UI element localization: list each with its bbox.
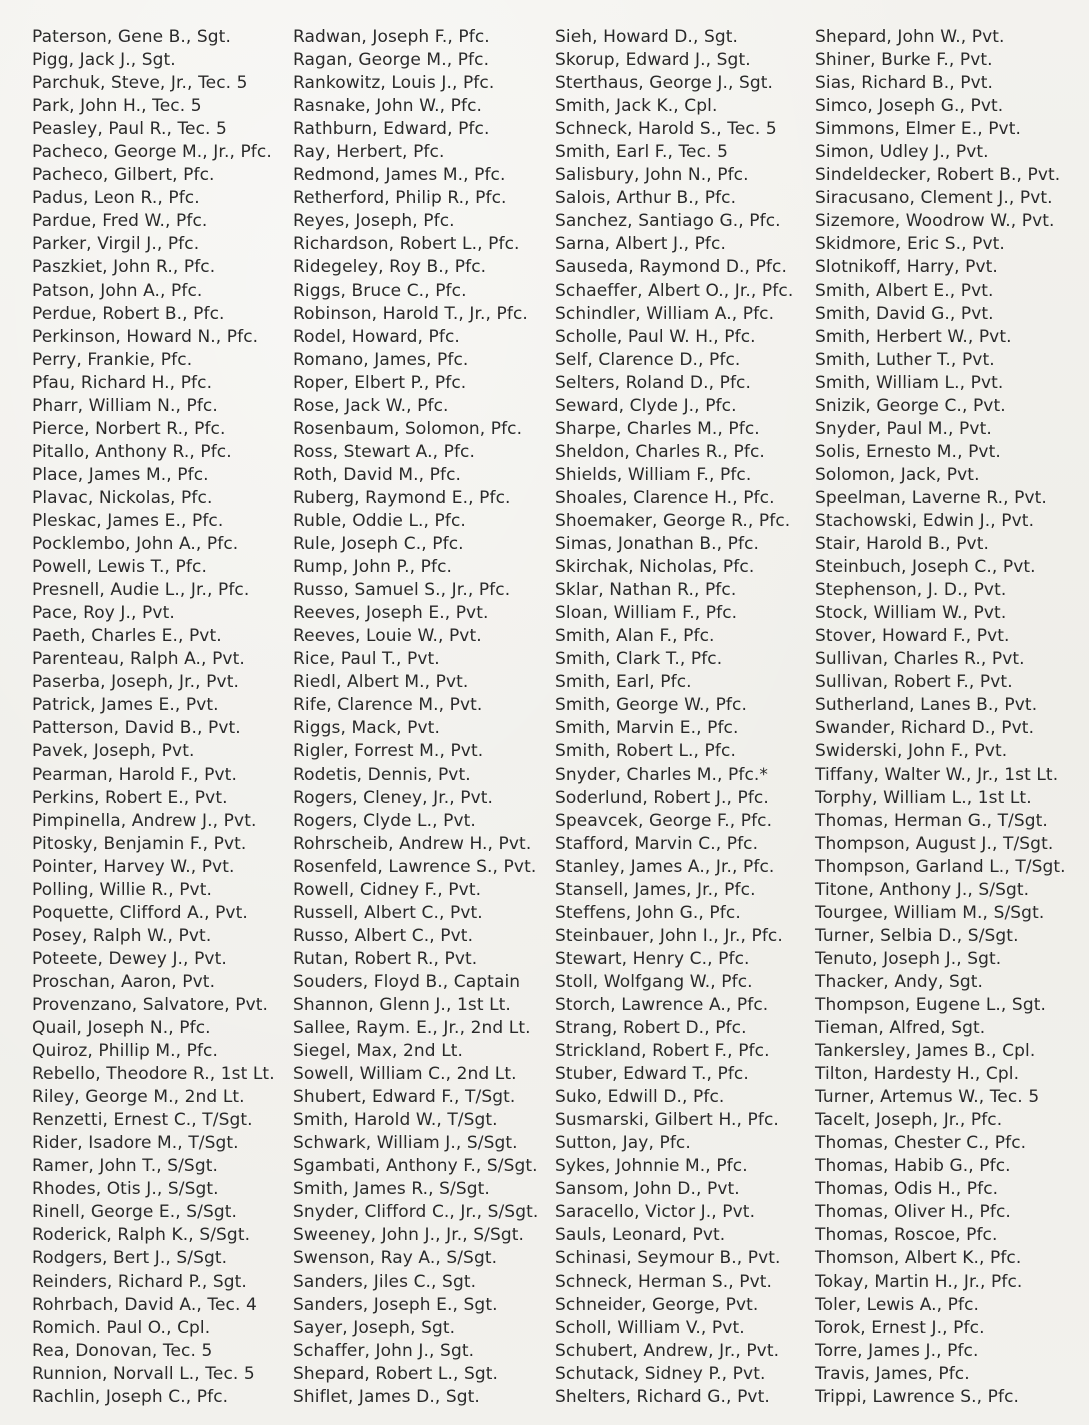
roster-entry: Schneck, Harold S., Tec. 5 xyxy=(555,119,777,140)
roster-entry: Sauls, Leonard, Pvt. xyxy=(555,1225,726,1246)
roster-entry: Stoll, Wolfgang W., Pfc. xyxy=(555,971,753,992)
roster-entry: Selters, Roland D., Pfc. xyxy=(555,372,751,393)
roster-entry: Swiderski, John F., Pvt. xyxy=(815,741,1008,762)
roster-column-2 xyxy=(293,26,538,1409)
roster-entry: Pleskac, James E., Pfc. xyxy=(32,510,224,531)
roster-entry: Stansell, James, Jr., Pfc. xyxy=(555,879,756,900)
roster-entry: Sheldon, Charles R., Pfc. xyxy=(555,441,765,462)
roster-entry: Place, James M., Pfc. xyxy=(32,464,209,485)
roster-entry: Sias, Richard B., Pvt. xyxy=(815,73,994,94)
roster-entry: Thomson, Albert K., Pfc. xyxy=(815,1248,1022,1269)
roster-entry: Swenson, Ray A., S/Sgt. xyxy=(293,1248,498,1269)
roster-entry: Thomas, Odis H., Pfc. xyxy=(815,1179,999,1200)
roster-entry: Sizemore, Woodrow W., Pvt. xyxy=(815,211,1055,232)
roster-entry: Parenteau, Ralph A., Pvt. xyxy=(32,649,245,670)
roster-entry: Poteete, Dewey J., Pvt. xyxy=(32,948,227,969)
roster-entry: Riggs, Bruce C., Pfc. xyxy=(293,280,467,301)
roster-entry: Parker, Virgil J., Pfc. xyxy=(32,234,200,255)
roster-entry: Steinbauer, John I., Jr., Pfc. xyxy=(555,925,783,946)
roster-entry: Scholl, William V., Pvt. xyxy=(555,1317,745,1338)
roster-entry: Sloan, William F., Pfc. xyxy=(555,603,738,624)
roster-entry: Pardue, Fred W., Pfc. xyxy=(32,211,208,232)
roster-entry: Renzetti, Ernest C., T/Sgt. xyxy=(32,1110,253,1131)
roster-entry: Travis, James, Pfc. xyxy=(815,1363,970,1384)
roster-entry: Stafford, Marvin C., Pfc. xyxy=(555,833,759,854)
roster-entry: Rohrscheib, Andrew H., Pvt. xyxy=(293,833,532,854)
roster-entry: Rice, Paul T., Pvt. xyxy=(293,649,440,670)
roster-entry: Polling, Willie R., Pvt. xyxy=(32,879,212,900)
roster-entry: Pearman, Harold F., Pvt. xyxy=(32,764,237,785)
roster-entry: Pocklembo, John A., Pfc. xyxy=(32,534,239,555)
roster-entry: Snyder, Charles M., Pfc.* xyxy=(555,764,769,785)
roster-entry: Perdue, Robert B., Pfc. xyxy=(32,303,225,324)
roster-entry: Smith, George W., Pfc. xyxy=(555,695,747,716)
roster-entry: Proschan, Aaron, Pvt. xyxy=(32,971,216,992)
roster-entry: Tieman, Alfred, Sgt. xyxy=(815,1018,986,1039)
roster-entry: Slotnikoff, Harry, Pvt. xyxy=(815,257,998,278)
roster-entry: Schutack, Sidney P., Pvt. xyxy=(555,1363,766,1384)
roster-entry: Stair, Harold B., Pvt. xyxy=(815,534,989,555)
roster-entry: Smith, Luther T., Pvt. xyxy=(815,349,995,370)
roster-entry: Reyes, Joseph, Pfc. xyxy=(293,211,455,232)
roster-entry: Sutton, Jay, Pfc. xyxy=(555,1133,691,1154)
roster-entry: Shoales, Clarence H., Pfc. xyxy=(555,487,775,508)
roster-entry: Rigler, Forrest M., Pvt. xyxy=(293,741,484,762)
roster-entry: Plavac, Nickolas, Pfc. xyxy=(32,487,213,508)
roster-entry: Retherford, Philip R., Pfc. xyxy=(293,188,507,209)
roster-entry: Thompson, Garland L., T/Sgt. xyxy=(815,856,1066,877)
roster-entry: Ruberg, Raymond E., Pfc. xyxy=(293,487,511,508)
roster-entry: Strickland, Robert F., Pfc. xyxy=(555,1041,770,1062)
roster-entry: Torre, James J., Pfc. xyxy=(815,1340,979,1361)
roster-entry: Stewart, Henry C., Pfc. xyxy=(555,948,750,969)
roster-entry: Pfau, Richard H., Pfc. xyxy=(32,372,213,393)
roster-entry: Smith, Harold W., T/Sgt. xyxy=(293,1110,498,1131)
roster-column-4 xyxy=(815,26,1066,1409)
roster-entry: Sauseda, Raymond D., Pfc. xyxy=(555,257,787,278)
roster-entry: Saracello, Victor J., Pvt. xyxy=(555,1202,756,1223)
roster-entry: Sklar, Nathan R., Pfc. xyxy=(555,580,737,601)
roster-entry: Pimpinella, Andrew J., Pvt. xyxy=(32,810,257,831)
roster-entry: Tacelt, Joseph, Jr., Pfc. xyxy=(815,1110,1003,1131)
roster-entry: Shiflet, James D., Sgt. xyxy=(293,1386,480,1407)
roster-entry: Patterson, David B., Pvt. xyxy=(32,718,241,739)
roster-entry: Russell, Albert C., Pvt. xyxy=(293,902,483,923)
roster-entry: Stephenson, J. D., Pvt. xyxy=(815,580,1007,601)
roster-entry: Smith, Robert L., Pfc. xyxy=(555,741,736,762)
roster-entry: Stuber, Edward T., Pfc. xyxy=(555,1064,749,1085)
roster-entry: Smith, Herbert W., Pvt. xyxy=(815,326,1012,347)
roster-entry: Toler, Lewis A., Pfc. xyxy=(815,1294,980,1315)
roster-entry: Tokay, Martin H., Jr., Pfc. xyxy=(815,1271,1023,1292)
roster-column-1 xyxy=(32,26,275,1409)
roster-entry: Sterthaus, George J., Sgt. xyxy=(555,73,774,94)
roster-entry: Salois, Arthur B., Pfc. xyxy=(555,188,737,209)
roster-entry: Paserba, Joseph, Jr., Pvt. xyxy=(32,672,239,693)
roster-entry: Simas, Jonathan B., Pfc. xyxy=(555,534,760,555)
roster-entry: Speelman, Laverne R., Pvt. xyxy=(815,487,1047,508)
roster-entry: Schindler, William A., Pfc. xyxy=(555,303,775,324)
roster-entry: Rowell, Cidney F., Pvt. xyxy=(293,879,482,900)
roster-entry: Redmond, James M., Pfc. xyxy=(293,165,506,186)
roster-entry: Thomas, Oliver H., Pfc. xyxy=(815,1202,1011,1223)
roster-entry: Sieh, Howard D., Sgt. xyxy=(555,27,738,47)
roster-entry: Rhodes, Otis J., S/Sgt. xyxy=(32,1179,219,1200)
roster-entry: Pitallo, Anthony R., Pfc. xyxy=(32,441,232,462)
roster-entry: Patson, John A., Pfc. xyxy=(32,280,203,301)
roster-entry: Shannon, Glenn J., 1st Lt. xyxy=(293,994,511,1015)
roster-entry: Simco, Joseph G., Pvt. xyxy=(815,96,1004,117)
roster-entry: Posey, Ralph W., Pvt. xyxy=(32,925,212,946)
roster-entry: Simmons, Elmer E., Pvt. xyxy=(815,119,1021,140)
roster-entry: Roderick, Ralph K., S/Sgt. xyxy=(32,1225,251,1246)
roster-entry: Rider, Isadore M., T/Sgt. xyxy=(32,1133,239,1154)
roster-entry: Patrick, James E., Pvt. xyxy=(32,695,219,716)
roster-entry: Poquette, Clifford A., Pvt. xyxy=(32,902,248,923)
roster-entry: Thomas, Chester C., Pfc. xyxy=(815,1133,1027,1154)
roster-entry: Shiner, Burke F., Pvt. xyxy=(815,50,993,71)
roster-entry: Rosenbaum, Solomon, Pfc. xyxy=(293,418,523,439)
roster-entry: Paterson, Gene B., Sgt. xyxy=(32,27,231,47)
roster-entry: Sanders, Joseph E., Sgt. xyxy=(293,1294,498,1315)
roster-entry: Quail, Joseph N., Pfc. xyxy=(32,1018,211,1039)
roster-entry: Shoemaker, George R., Pfc. xyxy=(555,510,791,531)
roster-entry: Sowell, William C., 2nd Lt. xyxy=(293,1064,517,1085)
roster-entry: Sweeney, John J., Jr., S/Sgt. xyxy=(293,1225,525,1246)
roster-entry: Souders, Floyd B., Captain xyxy=(293,971,521,992)
roster-entry: Storch, Lawrence A., Pfc. xyxy=(555,994,769,1015)
roster-entry: Sykes, Johnnie M., Pfc. xyxy=(555,1156,748,1177)
roster-entry: Pigg, Jack J., Sgt. xyxy=(32,50,176,71)
roster-entry: Pavek, Joseph, Pvt. xyxy=(32,741,195,762)
roster-entry: Pharr, William N., Pfc. xyxy=(32,395,218,416)
roster-entry: Shepard, John W., Pvt. xyxy=(815,27,1005,47)
roster-entry: Turner, Selbia D., S/Sgt. xyxy=(815,925,1019,946)
roster-entry: Schneider, George, Pvt. xyxy=(555,1294,759,1315)
roster-entry: Quiroz, Phillip M., Pfc. xyxy=(32,1041,219,1062)
roster-entry: Snyder, Clifford C., Jr., S/Sgt. xyxy=(293,1202,539,1223)
roster-entry: Paeth, Charles E., Pvt. xyxy=(32,626,222,647)
roster-entry: Seward, Clyde J., Pfc. xyxy=(555,395,737,416)
roster-entry: Stock, William W., Pvt. xyxy=(815,603,1007,624)
roster-entry: Rodel, Howard, Pfc. xyxy=(293,326,460,347)
roster-entry: Self, Clarence D., Pfc. xyxy=(555,349,741,370)
roster-entry: Park, John H., Tec. 5 xyxy=(32,96,202,117)
roster-entry: Smith, Alan F., Pfc. xyxy=(555,626,715,647)
roster-entry: Sansom, John D., Pvt. xyxy=(555,1179,740,1200)
roster-entry: Riley, George M., 2nd Lt. xyxy=(32,1087,245,1108)
roster-entry: Rea, Donovan, Tec. 5 xyxy=(32,1340,213,1361)
roster-entry: Tilton, Hardesty H., Cpl. xyxy=(815,1064,1020,1085)
roster-entry: Ragan, George M., Pfc. xyxy=(293,50,490,71)
roster-entry: Smith, Albert E., Pvt. xyxy=(815,280,994,301)
roster-entry: Paszkiet, John R., Pfc. xyxy=(32,257,216,278)
roster-entry: Parchuk, Steve, Jr., Tec. 5 xyxy=(32,73,248,94)
roster-entry: Rutan, Robert R., Pvt. xyxy=(293,948,478,969)
roster-entry: Rathburn, Edward, Pfc. xyxy=(293,119,490,140)
roster-entry: Tiffany, Walter W., Jr., 1st Lt. xyxy=(815,764,1059,785)
roster-entry: Sanders, Jiles C., Sgt. xyxy=(293,1271,477,1292)
roster-entry: Schaffer, John J., Sgt. xyxy=(293,1340,475,1361)
roster-entry: Rebello, Theodore R., 1st Lt. xyxy=(32,1064,275,1085)
roster-entry: Pacheco, George M., Jr., Pfc. xyxy=(32,142,272,163)
roster-entry: Stanley, James A., Jr., Pfc. xyxy=(555,856,775,877)
roster-entry: Roper, Elbert P., Pfc. xyxy=(293,372,467,393)
roster-entry: Presnell, Audie L., Jr., Pfc. xyxy=(32,580,250,601)
roster-entry: Smith, Jack K., Cpl. xyxy=(555,96,718,117)
roster-entry: Radwan, Joseph F., Pfc. xyxy=(293,27,490,47)
roster-entry: Perkins, Robert E., Pvt. xyxy=(32,787,228,808)
roster-entry: Sgambati, Anthony F., S/Sgt. xyxy=(293,1156,538,1177)
roster-entry: Sarna, Albert J., Pfc. xyxy=(555,234,726,255)
roster-entry: Sindeldecker, Robert B., Pvt. xyxy=(815,165,1061,186)
roster-entry: Rodetis, Dennis, Pvt. xyxy=(293,764,471,785)
roster-entry: Snyder, Paul M., Pvt. xyxy=(815,418,992,439)
roster-entry: Riggs, Mack, Pvt. xyxy=(293,718,440,739)
roster-entry: Reinders, Richard P., Sgt. xyxy=(32,1271,247,1292)
roster-entry: Russo, Samuel S., Jr., Pfc. xyxy=(293,580,511,601)
roster-entry: Rule, Joseph C., Pfc. xyxy=(293,534,464,555)
roster-entry: Thomas, Habib G., Pfc. xyxy=(815,1156,1011,1177)
roster-entry: Sallee, Raym. E., Jr., 2nd Lt. xyxy=(293,1018,531,1039)
roster-entry: Shepard, Robert L., Sgt. xyxy=(293,1363,499,1384)
roster-entry: Rosenfeld, Lawrence S., Pvt. xyxy=(293,856,537,877)
roster-entry: Ruble, Oddie L., Pfc. xyxy=(293,510,466,531)
roster-entry: Siegel, Max, 2nd Lt. xyxy=(293,1041,464,1062)
roster-entry: Tourgee, William M., S/Sgt. xyxy=(815,902,1045,923)
roster-entry: Rife, Clarence M., Pvt. xyxy=(293,695,483,716)
roster-entry: Schwark, William J., S/Sgt. xyxy=(293,1133,518,1154)
roster-entry: Skidmore, Eric S., Pvt. xyxy=(815,234,1005,255)
roster-entry: Thomas, Roscoe, Pfc. xyxy=(815,1225,998,1246)
roster-entry: Thomas, Herman G., T/Sgt. xyxy=(815,810,1048,831)
roster-entry: Reeves, Joseph E., Pvt. xyxy=(293,603,489,624)
roster-entry: Simon, Udley J., Pvt. xyxy=(815,142,989,163)
roster-entry: Turner, Artemus W., Tec. 5 xyxy=(815,1087,1040,1108)
roster-entry: Soderlund, Robert J., Pfc. xyxy=(555,787,769,808)
roster-entry: Romano, James, Pfc. xyxy=(293,349,469,370)
roster-entry: Skorup, Edward J., Sgt. xyxy=(555,50,751,71)
roster-entry: Tenuto, Joseph J., Sgt. xyxy=(815,948,1002,969)
roster-entry: Pierce, Norbert R., Pfc. xyxy=(32,418,226,439)
roster-entry: Thacker, Andy, Sgt. xyxy=(815,971,984,992)
roster-entry: Ray, Herbert, Pfc. xyxy=(293,142,445,163)
roster-entry: Provenzano, Salvatore, Pvt. xyxy=(32,994,269,1015)
roster-entry: Padus, Leon R., Pfc. xyxy=(32,188,200,209)
roster-entry: Smith, Marvin E., Pfc. xyxy=(555,718,739,739)
roster-entry: Stover, Howard F., Pvt. xyxy=(815,626,1010,647)
roster-entry: Roth, David M., Pfc. xyxy=(293,464,462,485)
roster-entry: Steinbuch, Joseph C., Pvt. xyxy=(815,557,1036,578)
roster-entry: Strang, Robert D., Pfc. xyxy=(555,1018,747,1039)
roster-entry: Rogers, Cleney, Jr., Pvt. xyxy=(293,787,494,808)
roster-entry: Pacheco, Gilbert, Pfc. xyxy=(32,165,215,186)
roster-entry: Smith, William L., Pvt. xyxy=(815,372,1004,393)
roster-entry: Shields, William F., Pfc. xyxy=(555,464,752,485)
roster-column-3 xyxy=(555,26,793,1409)
roster-entry: Perry, Frankie, Pfc. xyxy=(32,349,193,370)
roster-entry: Runnion, Norvall L., Tec. 5 xyxy=(32,1363,255,1384)
roster-entry: Russo, Albert C., Pvt. xyxy=(293,925,474,946)
roster-entry: Reeves, Louie W., Pvt. xyxy=(293,626,482,647)
roster-entry: Schubert, Andrew, Jr., Pvt. xyxy=(555,1340,780,1361)
roster-entry: Snizik, George C., Pvt. xyxy=(815,395,1006,416)
roster-entry: Smith, Earl, Pfc. xyxy=(555,672,692,693)
roster-entry: Thompson, August J., T/Sgt. xyxy=(815,833,1054,854)
roster-entry: Steffens, John G., Pfc. xyxy=(555,902,741,923)
roster-entry: Swander, Richard D., Pvt. xyxy=(815,718,1035,739)
roster-entry: Rachlin, Joseph C., Pfc. xyxy=(32,1386,229,1407)
roster-entry: Torphy, William L., 1st Lt. xyxy=(815,787,1032,808)
roster-entry: Smith, Clark T., Pfc. xyxy=(555,649,723,670)
roster-entry: Richardson, Robert L., Pfc. xyxy=(293,234,520,255)
roster-entry: Pointer, Harvey W., Pvt. xyxy=(32,856,235,877)
roster-entry: Suko, Edwill D., Pfc. xyxy=(555,1087,725,1108)
roster-entry: Skirchak, Nicholas, Pfc. xyxy=(555,557,755,578)
roster-entry: Rump, John P., Pfc. xyxy=(293,557,453,578)
roster-entry: Speavcek, George F., Pfc. xyxy=(555,810,773,831)
roster-entry: Sanchez, Santiago G., Pfc. xyxy=(555,211,781,232)
roster-entry: Susmarski, Gilbert H., Pfc. xyxy=(555,1110,779,1131)
roster-entry: Thompson, Eugene L., Sgt. xyxy=(815,994,1046,1015)
roster-entry: Schinasi, Seymour B., Pvt. xyxy=(555,1248,781,1269)
roster-entry: Smith, James R., S/Sgt. xyxy=(293,1179,490,1200)
roster-entry: Torok, Ernest J., Pfc. xyxy=(815,1317,985,1338)
roster-entry: Ross, Stewart A., Pfc. xyxy=(293,441,475,462)
roster-entry: Schneck, Herman S., Pvt. xyxy=(555,1271,773,1292)
roster-entry: Rankowitz, Louis J., Pfc. xyxy=(293,73,495,94)
roster-entry: Rinell, George E., S/Sgt. xyxy=(32,1202,238,1223)
roster-entry: Rohrbach, David A., Tec. 4 xyxy=(32,1294,257,1315)
roster-entry: Ridegeley, Roy B., Pfc. xyxy=(293,257,487,278)
roster-entry: Robinson, Harold T., Jr., Pfc. xyxy=(293,303,528,324)
roster-entry: Peasley, Paul R., Tec. 5 xyxy=(32,119,227,140)
roster-entry: Titone, Anthony J., S/Sgt. xyxy=(815,879,1030,900)
roster-entry: Solis, Ernesto M., Pvt. xyxy=(815,441,1001,462)
roster-entry: Sayer, Joseph, Sgt. xyxy=(293,1317,456,1338)
roster-entry: Solomon, Jack, Pvt. xyxy=(815,464,980,485)
roster-entry: Smith, David G., Pvt. xyxy=(815,303,994,324)
roster-entry: Romich. Paul O., Cpl. xyxy=(32,1317,211,1338)
roster-entry: Shubert, Edward F., T/Sgt. xyxy=(293,1087,516,1108)
roster-entry: Scholle, Paul W. H., Pfc. xyxy=(555,326,756,347)
roster-entry: Ramer, John T., S/Sgt. xyxy=(32,1156,218,1177)
roster-entry: Pitosky, Benjamin F., Pvt. xyxy=(32,833,247,854)
roster-entry: Trippi, Lawrence S., Pfc. xyxy=(815,1386,1020,1407)
roster-entry: Rogers, Clyde L., Pvt. xyxy=(293,810,476,831)
roster-entry: Sullivan, Robert F., Pvt. xyxy=(815,672,1013,693)
roster-entry: Schaeffer, Albert O., Jr., Pfc. xyxy=(555,280,794,301)
roster-entry: Rose, Jack W., Pfc. xyxy=(293,395,449,416)
roster-entry: Pace, Roy J., Pvt. xyxy=(32,603,175,624)
roster-entry: Salisbury, John N., Pfc. xyxy=(555,165,749,186)
roster-entry: Rasnake, John W., Pfc. xyxy=(293,96,483,117)
roster-entry: Shelters, Richard G., Pvt. xyxy=(555,1386,770,1407)
roster-entry: Stachowski, Edwin J., Pvt. xyxy=(815,510,1035,531)
roster-entry: Sharpe, Charles M., Pfc. xyxy=(555,418,760,439)
roster-entry: Smith, Earl F., Tec. 5 xyxy=(555,142,728,163)
roster-entry: Tankersley, James B., Cpl. xyxy=(815,1041,1036,1062)
roster-entry: Riedl, Albert M., Pvt. xyxy=(293,672,469,693)
roster-entry: Sullivan, Charles R., Pvt. xyxy=(815,649,1025,670)
roster-entry: Siracusano, Clement J., Pvt. xyxy=(815,188,1053,209)
roster-entry: Powell, Lewis T., Pfc. xyxy=(32,557,207,578)
roster-entry: Perkinson, Howard N., Pfc. xyxy=(32,326,259,347)
roster-entry: Sutherland, Lanes B., Pvt. xyxy=(815,695,1038,716)
roster-entry: Rodgers, Bert J., S/Sgt. xyxy=(32,1248,228,1269)
